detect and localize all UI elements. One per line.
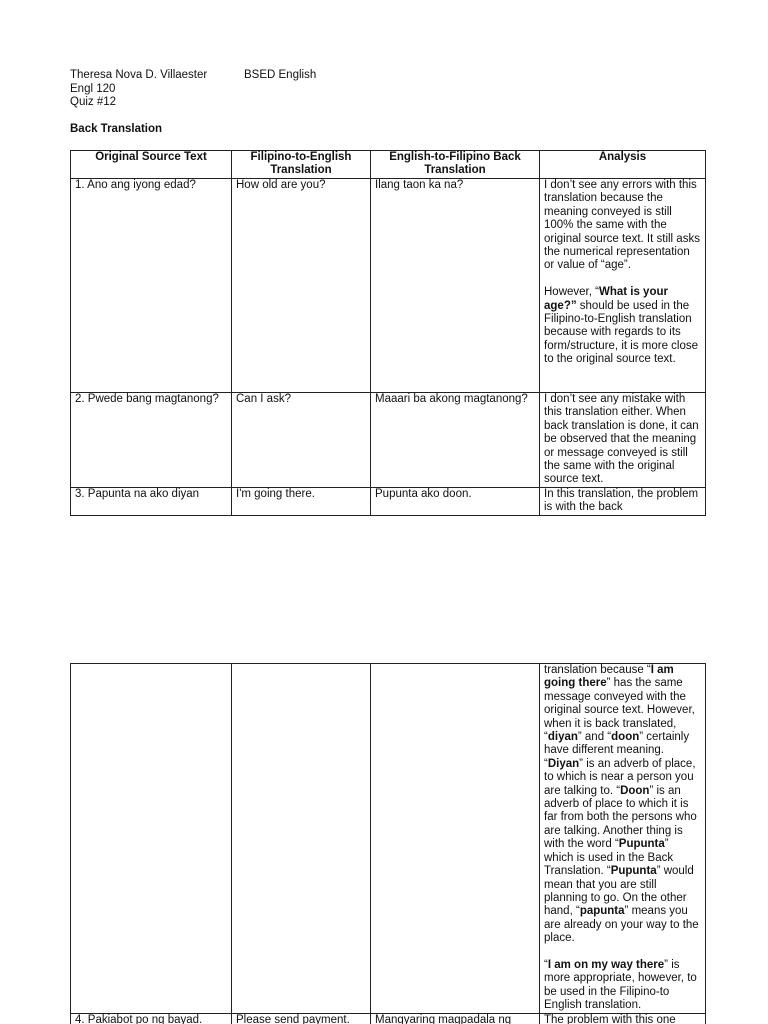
- text-run: ” certainly have different meaning. “: [544, 731, 690, 770]
- table-row: [71, 393, 706, 488]
- text-run: ” would mean that you are still planning to go. On the other hand, “: [544, 865, 694, 918]
- fil-to-eng-cell: Can I ask?: [232, 393, 371, 488]
- analysis-paragraph: [544, 959, 701, 1013]
- text-run: ” means you are already on your way to the place.: [544, 905, 699, 945]
- quiz-label: Quiz #12: [70, 96, 117, 108]
- original-cell: 4. Pakiabot po ng bayad.: [71, 1013, 232, 1024]
- analysis-paragraph: [544, 286, 701, 366]
- bold-run: Doon: [620, 784, 650, 797]
- eng-to-fil-cell: Ilang taon ka na?: [371, 179, 540, 393]
- fil-to-eng-cell: [232, 664, 371, 1014]
- bold-run: diyan: [547, 731, 578, 744]
- header-line-1: [70, 69, 317, 82]
- text-run: ” which is used in the Back Translation. “: [544, 838, 674, 878]
- bold-run: I am going there: [544, 664, 674, 690]
- analysis-cell: The problem with this one: [540, 1013, 706, 1024]
- section-title: Back Translation: [70, 123, 163, 135]
- original-cell: 1. Ano ang iyong edad?: [71, 179, 232, 393]
- course-label: Engl 120: [70, 83, 116, 95]
- original-cell: [71, 664, 232, 1014]
- text-run: should be used in the Filipino-to-English translation because with regards to its form/structure, it is more close to the original source text.: [544, 299, 699, 366]
- bold-run: What is your age?”: [544, 286, 668, 312]
- back-translation-table-continued: [70, 663, 706, 1024]
- table-row-continued: [71, 664, 706, 1014]
- text-run: ” is an adverb of place to which it is far from both the persons who are talking. Another thing is with the word “: [544, 784, 697, 851]
- column-header: Analysis: [540, 151, 706, 179]
- author-name: Theresa Nova D. Villaester: [70, 69, 208, 81]
- text-run: “: [544, 958, 548, 971]
- eng-to-fil-cell: Maaari ba akong magtanong?: [371, 393, 540, 488]
- program-label: BSED English: [244, 69, 317, 81]
- table-row: [71, 179, 706, 393]
- text-run: ” and “: [577, 731, 612, 744]
- analysis-paragraph: [544, 664, 701, 946]
- column-header: English-to-Filipino Back Translation: [371, 151, 540, 179]
- text-run: ” is more appropriate, however, to be used in the Filipino-to English translation.: [544, 958, 697, 1012]
- bold-run: Pupunta: [610, 865, 657, 878]
- analysis-cell: [540, 179, 706, 393]
- bold-run: I am on my way there: [547, 958, 665, 971]
- table-header-row: [71, 151, 706, 179]
- original-cell: 2. Pwede bang magtanong?: [71, 393, 232, 488]
- eng-to-fil-cell: [371, 664, 540, 1014]
- table-row: [71, 487, 706, 515]
- text-run: ” has the same message conveyed with the original source text. However, when it is back translated, “: [544, 677, 695, 744]
- bold-run: doon: [611, 731, 640, 744]
- eng-to-fil-cell: Mangyaring magpadala ng: [371, 1013, 540, 1024]
- analysis-paragraph: I don’t see any errors with this translation because the meaning conveyed is still 100% the same with the original source text. It still asks the numerical representation or value of “age”.: [544, 179, 700, 272]
- fil-to-eng-cell: Please send payment.: [232, 1013, 371, 1024]
- bold-run: Diyan: [547, 757, 580, 770]
- fil-to-eng-cell: I'm going there.: [232, 487, 371, 515]
- original-cell: 3. Papunta na ako diyan: [71, 487, 232, 515]
- analysis-cell: I don’t see any mistake with this translation either. When back translation is done, it can be observed that the meaning or message conveyed is still the same with the original source text.: [540, 393, 706, 488]
- text-run: ” is an adverb of place, to which is near a person you are talking to. “: [544, 757, 696, 797]
- column-header: Original Source Text: [71, 151, 232, 179]
- bold-run: Pupunta: [618, 838, 665, 851]
- text-run: However, “: [544, 286, 599, 299]
- back-translation-table: [70, 150, 706, 516]
- column-header: Filipino-to-English Translation: [232, 151, 371, 179]
- text-run: translation because “: [544, 664, 651, 676]
- analysis-cell: In this translation, the problem is with the back: [540, 487, 706, 515]
- analysis-cell: [540, 664, 706, 1014]
- fil-to-eng-cell: How old are you?: [232, 179, 371, 393]
- table-row: [71, 1013, 706, 1024]
- eng-to-fil-cell: Pupunta ako doon.: [371, 487, 540, 515]
- bold-run: papunta: [579, 905, 625, 918]
